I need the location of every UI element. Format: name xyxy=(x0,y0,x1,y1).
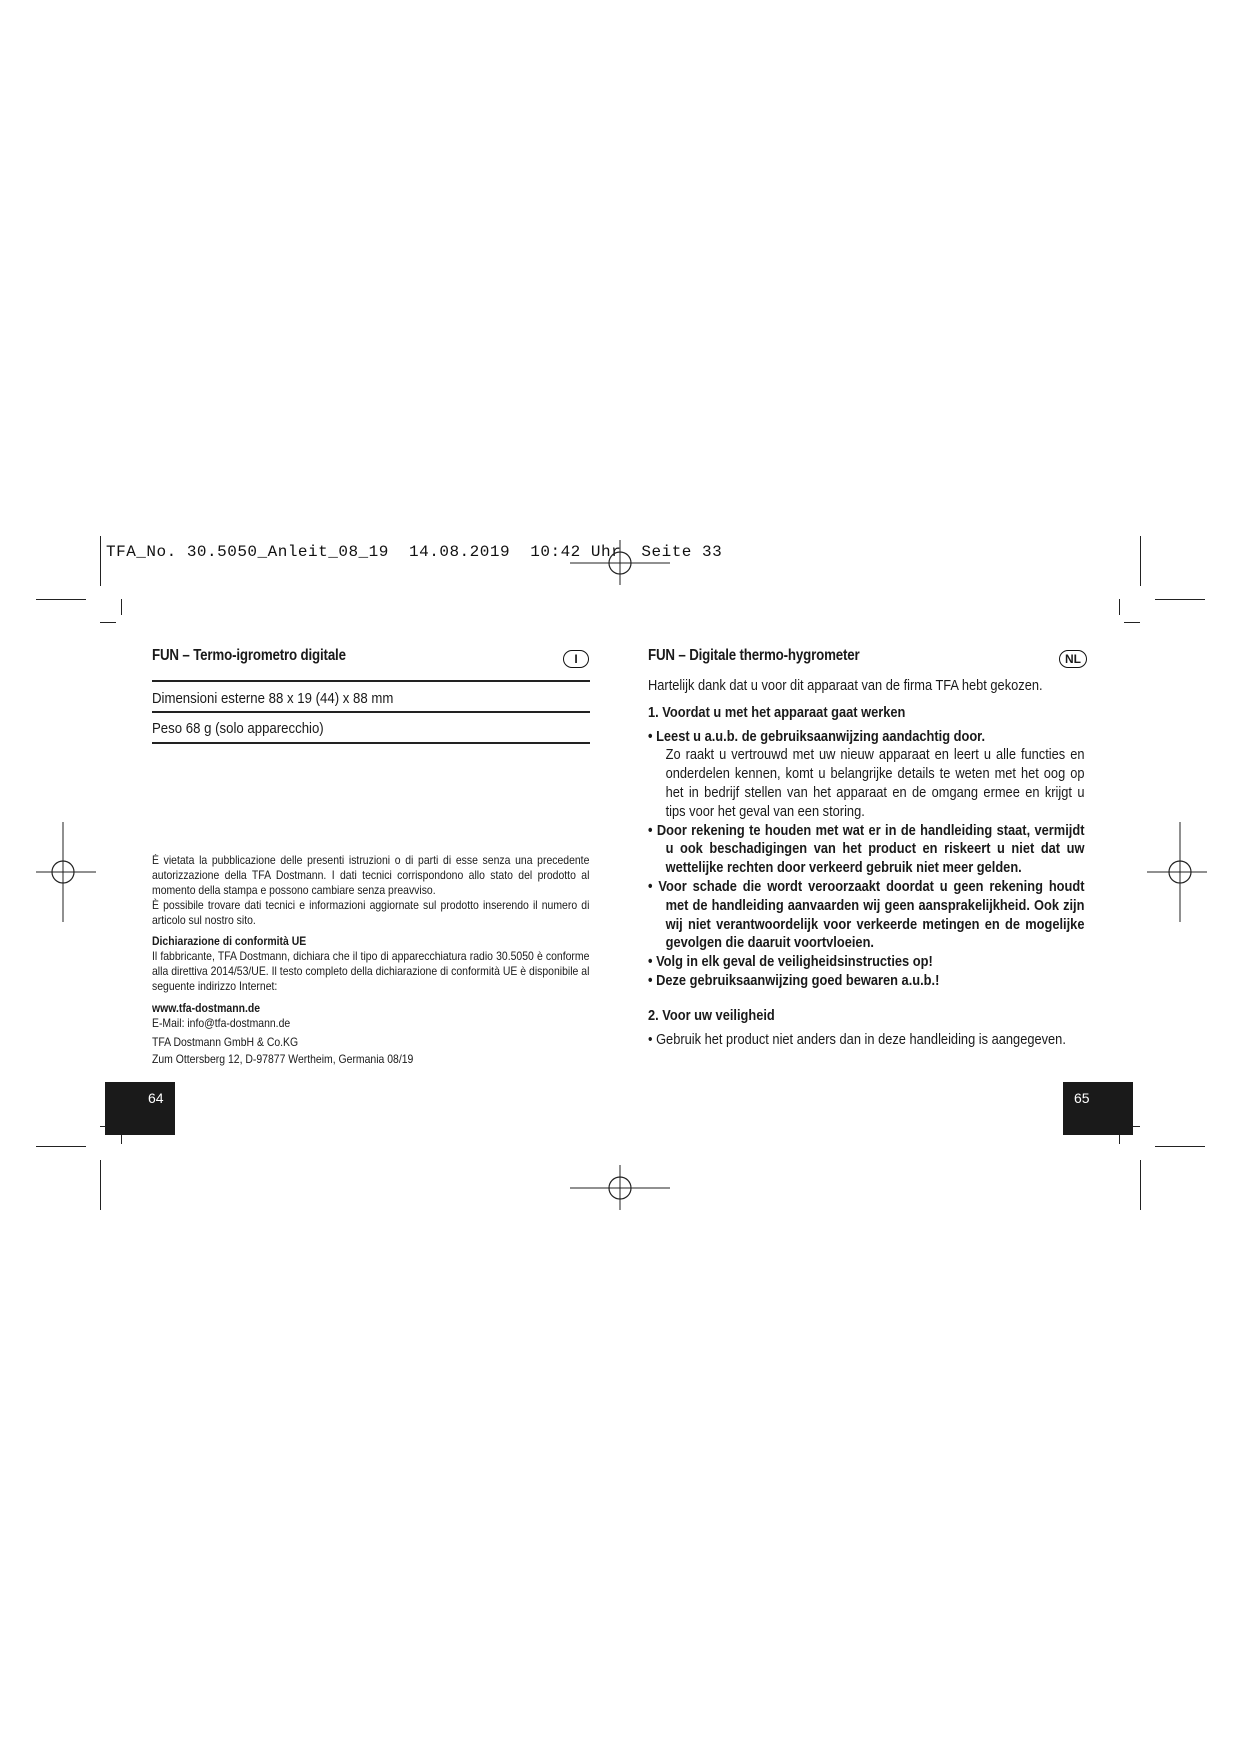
slug-file: TFA_No. 30.5050_Anleit_08_19 xyxy=(106,543,389,561)
crop-mark xyxy=(121,599,122,615)
company-name: TFA Dostmann GmbH & Co.KG xyxy=(152,1036,299,1049)
right-page-title xyxy=(648,647,860,665)
crop-mark xyxy=(1155,1146,1205,1147)
bullet-item: • Gebruik het product niet anders dan in deze handleiding is aangegeven. xyxy=(648,1031,1066,1048)
crop-mark xyxy=(100,536,101,586)
crop-mark xyxy=(1140,1160,1141,1210)
brand-name: FUN xyxy=(152,647,179,664)
spec-dimensions: Dimensioni esterne 88 x 19 (44) x 88 mm xyxy=(152,690,394,707)
legal-paragraph: È possibile trovare dati tecnici e informazioni aggiornate sul prodotto inserendo il numero di articolo sul nostro sito. xyxy=(152,899,590,927)
crop-mark xyxy=(36,599,86,600)
spec-weight: Peso 68 g (solo apparecchio) xyxy=(152,720,324,737)
bullet-item: • Volg in elk geval de veiligheidsinstructies op! xyxy=(648,954,933,971)
page-number-right xyxy=(1063,1082,1133,1135)
slug-date: 14.08.2019 xyxy=(409,543,511,561)
registration-mark-icon xyxy=(570,535,670,595)
crop-mark xyxy=(36,1146,86,1147)
section-heading: 2. Voor uw veiligheid xyxy=(648,1007,775,1024)
conformity-text: Il fabbricante, TFA Dostmann, dichiara che il tipo di apparecchiatura radio 30.5050 è conforme alla direttiva 2014/53/UE. Il testo completo della dichiarazione di conformità UE è disponibile al seguente indirizzo Internet: xyxy=(152,950,590,993)
crop-mark xyxy=(1124,622,1140,623)
language-badge xyxy=(563,650,589,668)
website-link[interactable]: www.tfa-dostmann.de xyxy=(152,1002,261,1015)
registration-mark-icon xyxy=(1147,822,1207,922)
bullet-item: • Door rekening te houden met wat er in de handleiding staat, vermijdt u ook beschadigingen van het product en riskeert u niet dat uw wettelijke rechten door verkeerd gebruik niet meer gelden. xyxy=(648,822,1085,877)
section-heading: 1. Voordat u met het apparaat gaat werken xyxy=(648,704,906,721)
slug-time: 10:42 Uhr xyxy=(530,543,622,561)
legal-notice xyxy=(152,853,589,1067)
page-number-left xyxy=(105,1082,175,1135)
email-link[interactable]: E-Mail: info@tfa-dostmann.de xyxy=(152,1017,291,1030)
bullet-detail: Zo raakt u vertrouwd met uw nieuw apparaat en leert u alle functies en onderdelen kennen, komt u belangrijke details te weten met het oog op het in bedrijf stellen van het apparaat en de omgang ermee en krijgt u tips voor het geval van een storing. xyxy=(665,747,1085,820)
crop-mark xyxy=(100,1160,101,1210)
language-code: NL xyxy=(1065,652,1081,666)
left-page-title xyxy=(152,647,346,665)
page-number: 64 xyxy=(148,1090,164,1106)
crop-mark xyxy=(1140,536,1141,586)
registration-mark-icon xyxy=(36,822,96,922)
brand-name: FUN xyxy=(648,647,675,664)
divider xyxy=(152,680,590,682)
bullet-item: • Deze gebruiksaanwijzing goed bewaren a.u.b.! xyxy=(648,972,940,989)
intro-text: Hartelijk dank dat u voor dit apparaat van de firma TFA hebt gekozen. xyxy=(648,678,1043,694)
conformity-heading: Dichiarazione di conformità UE xyxy=(152,935,307,948)
bullet-item: • Leest u a.u.b. de gebruiksaanwijzing aandachtig door. xyxy=(648,728,986,745)
title-text: – Digitale thermo-hygrometer xyxy=(674,647,860,664)
slug-page: Seite 33 xyxy=(641,543,723,561)
divider xyxy=(152,742,590,744)
crop-mark xyxy=(100,622,116,623)
company-address: Zum Ottersberg 12, D-97877 Wertheim, Germania 08/19 xyxy=(152,1053,414,1066)
language-code: I xyxy=(574,652,578,666)
page-number: 65 xyxy=(1074,1090,1090,1106)
divider xyxy=(152,711,590,713)
legal-paragraph: È vietata la pubblicazione delle presenti istruzioni o di parti di esse senza una precedente autorizzazione della TFA Dostmann. I dati tecnici corrispondono allo stato del prodotto al momento della stampa e possono cambiare senza preavviso. xyxy=(152,854,590,897)
crop-mark xyxy=(1155,599,1205,600)
language-badge xyxy=(1059,650,1087,668)
registration-mark-icon xyxy=(570,1160,670,1220)
crop-mark xyxy=(1119,599,1120,615)
title-text: – Termo-igrometro digitale xyxy=(178,647,346,664)
dutch-body xyxy=(648,677,1084,1049)
bullet-item: • Voor schade die wordt veroorzaakt doordat u geen rekening houdt met de handleiding aanvaarden wij geen aansprakelijkheid. Ook zijn wij niet verantwoordelijk voor verkeerde metingen en de mogelijke gevolgen die daaruit voortvloeien. xyxy=(648,878,1085,952)
